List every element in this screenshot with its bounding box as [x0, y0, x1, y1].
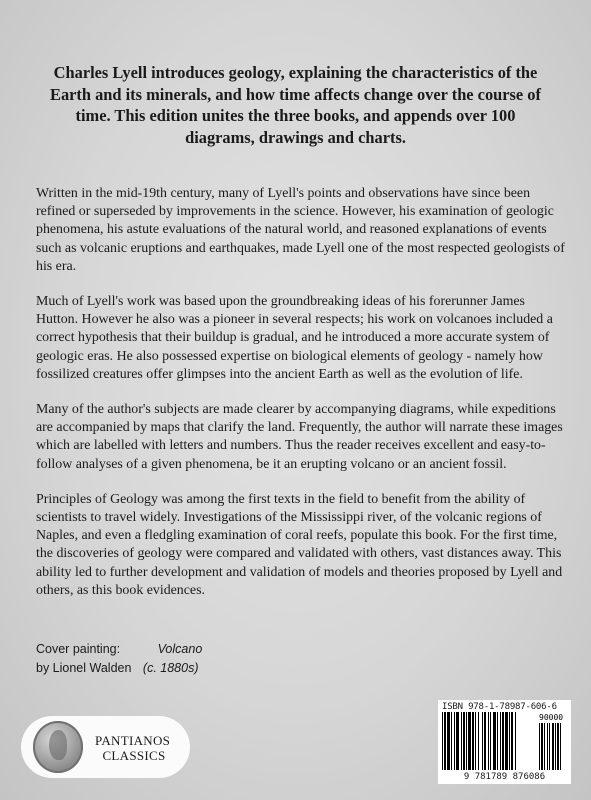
barcode-bar	[472, 712, 474, 770]
barcode-bar	[482, 712, 483, 770]
barcode-addon-bar	[557, 723, 559, 770]
barcode-bar	[515, 712, 516, 770]
barcode-bar	[475, 712, 476, 770]
isbn-label: ISBN 978-1-78987-606-6	[442, 702, 557, 712]
barcode-bar	[456, 712, 459, 770]
credit-label: Cover painting:	[36, 642, 121, 656]
isbn-barcode	[438, 700, 571, 784]
paragraph: Principles of Geology was among the first texts in the field to benefit from the ability of scientists to travel widely. Investigations of the Mississippi river, of the volcanic regions of Naples, and even a fledgling examination of coral reefs, populate this book. For the first time, the discoveries of geology were compared and validated with others, vast distances away. This ability led to further development and validation of models and theories proposed by Lyell and others, as this book evidences.	[36, 491, 563, 598]
publisher-series: CLASSICS	[102, 748, 166, 763]
barcode-bar	[454, 712, 455, 770]
barcode-bars-icon	[440, 712, 569, 772]
painting-title: Volcano	[157, 642, 203, 656]
barcode-addon-bar	[544, 723, 545, 770]
barcode-bar	[511, 712, 513, 770]
paragraph: Many of the author's subjects are made clearer by accompanying diagrams, while expeditions are accompanied by maps that clarify the land. Frequently, the author will narrate these images which are labelled with letters and numbers. Thus the reader receives excellent and easy-to-follow analyses of a given phenomena, be it an erupting volcano or an ancient fossil.	[36, 402, 563, 472]
barcode-bar	[447, 712, 450, 770]
barcode-bar	[442, 712, 443, 770]
description-body	[36, 185, 566, 617]
intro-blurb: Charles Lyell introduces geology, explaining the characteristics of the Earth and its minerals, and how time affects change over the course of time. This edition unites the three books, and appends over 100 diagrams, drawings and charts.	[50, 63, 541, 147]
barcode-bar	[466, 712, 467, 770]
barcode-addon-bar	[541, 723, 543, 770]
barcode-addon-bar	[552, 723, 554, 770]
publisher-logo	[21, 716, 190, 778]
coin-portrait-icon	[33, 721, 83, 773]
barcode-bar	[509, 712, 510, 770]
paragraph: Written in the mid-19th century, many of Lyell's points and observations have since been refined or superseded by improvements in the science. However, his examination of geologic phenomena, his astute evaluations of the natural world, and reasoned explanations of events such as volcanic eruptions and earthquakes, made Lyell one of the most respected geologists of his era.	[36, 186, 565, 274]
barcode-bar	[488, 712, 489, 770]
barcode-bar	[451, 712, 452, 770]
barcode-bar	[463, 712, 465, 770]
barcode-bar	[484, 712, 486, 770]
barcode-bar	[493, 712, 496, 770]
barcode-addon-bar	[560, 723, 561, 770]
painting-date: (c. 1880s)	[142, 661, 199, 675]
painting-artist: by Lionel Walden	[36, 661, 132, 675]
barcode-bar	[505, 712, 508, 770]
barcode-bar	[490, 712, 491, 770]
barcode-bar	[444, 712, 446, 770]
barcode-addon-bar	[547, 723, 548, 770]
barcode-bar	[461, 712, 462, 770]
publisher-name: PANTIANOS	[95, 733, 171, 748]
barcode-bar	[468, 712, 471, 770]
paragraph: Much of Lyell's work was based upon the groundbreaking ideas of his forerunner James Hutton. However he also was a pioneer in several respects; his work on volcanoes included a correct hypothesis that their buildup is gradual, and he introduced a more accurate system of geologic eras. He also possessed expertise on biological elements of geology - namely how fossilized creatures offer glimpses into the ancient Earth as well as the evolution of life.	[36, 294, 553, 382]
barcode-bar	[478, 712, 479, 770]
barcode-digits: 9 781789 876086	[463, 772, 546, 782]
barcode-addon-bar	[555, 723, 556, 770]
barcode-bar	[500, 712, 501, 770]
barcode-addon-bar	[539, 723, 540, 770]
barcode-bar	[497, 712, 498, 770]
barcode-bar	[502, 712, 504, 770]
barcode-addon-label: 90000	[539, 713, 564, 722]
cover-credits	[36, 640, 202, 678]
barcode-addon-bar	[549, 723, 550, 770]
